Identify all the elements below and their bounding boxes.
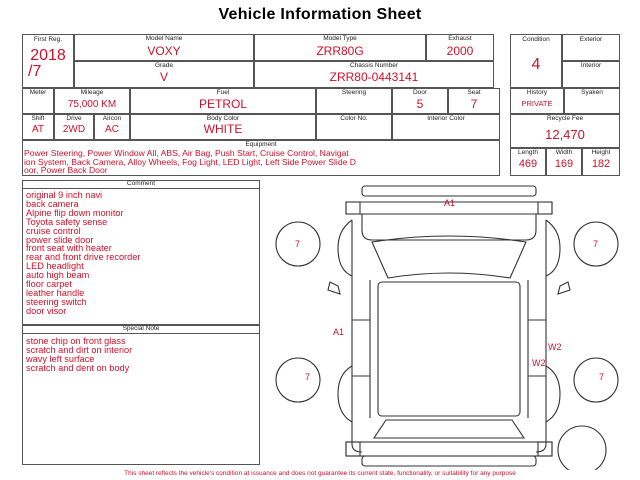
- comment-item: floor carpet: [26, 279, 72, 290]
- value-model-name: VOXY: [147, 44, 181, 58]
- label-meter: Meter: [29, 89, 47, 96]
- equipment-line: Power Steering, Power Window All, ABS, Air Bag, Push Start, Cruise Control, Navigat: [24, 148, 349, 158]
- diagram-front-right-bracket: [538, 202, 552, 214]
- value-first-reg-month: /7: [28, 63, 42, 80]
- value-width: 169: [554, 158, 574, 170]
- mark-front: A1: [444, 198, 456, 208]
- value-drive: 2WD: [62, 124, 86, 135]
- value-length: 469: [518, 158, 538, 170]
- spare-tire: [558, 426, 606, 470]
- special-note-item: scratch and dirt on interior: [26, 344, 133, 355]
- label-exhaust: Exhaust: [448, 35, 472, 42]
- tire-front-left-score: 7: [295, 239, 301, 249]
- diagram-front-left-bracket: [346, 202, 360, 214]
- label-comment: Comment: [126, 180, 156, 187]
- diagram-right-side: [536, 220, 546, 452]
- label-first-reg: First Reg.: [33, 36, 63, 43]
- comment-item: Alpine flip down monitor: [26, 207, 124, 218]
- label-history: History: [526, 89, 548, 96]
- equipment-line: ion System, Back Camera, Alloy Wheels, Fog Light, LED Light, Left Side Power Slide D: [24, 156, 356, 167]
- comment-item: power slide door: [26, 234, 94, 245]
- comment-item: cruise control: [26, 225, 81, 236]
- special-note-item: stone chip on front glass: [26, 336, 126, 346]
- diagram-front-bumper: [362, 186, 536, 196]
- value-door: 5: [416, 97, 424, 111]
- label-length: Length: [518, 149, 538, 156]
- comment-item: leather handle: [26, 287, 85, 298]
- comment-item: original 9 inch navi: [26, 190, 103, 200]
- label-fuel: Fuel: [216, 89, 230, 96]
- tire-rear-right: [574, 358, 618, 402]
- tire-rear-left-score: 7: [305, 372, 311, 382]
- label-interior-color: Interior Color: [427, 115, 465, 122]
- label-special-note: Special Note: [122, 325, 160, 332]
- value-body-color: WHITE: [203, 122, 243, 136]
- diagram-left-fender: [338, 220, 352, 276]
- value-grade: V: [159, 70, 168, 84]
- value-chassis-number: ZRR80-0443141: [329, 70, 419, 84]
- label-width: Width: [555, 149, 573, 156]
- tire-rear-left: [276, 358, 320, 402]
- label-recycle-fee: Recycle Fee: [546, 115, 584, 122]
- diagram-windshield: [372, 236, 526, 278]
- diagram-rear-bumper-frame: [346, 442, 552, 456]
- sheet-title: Vehicle Information Sheet: [218, 6, 422, 23]
- label-condition: Condition: [522, 36, 550, 43]
- value-condition: 4: [531, 56, 541, 73]
- special-note-list: [26, 337, 258, 373]
- disclaimer-footer: This sheet reflects the vehicle's condition at issuance and does not guarantee its current state, functionality, or suitability for any purpose: [124, 470, 516, 477]
- diagram-roof: [378, 282, 520, 416]
- special-note-item: scratch and dent on body: [26, 362, 130, 373]
- label-seat: Seat: [467, 89, 481, 96]
- value-model-type: ZRR80G: [316, 44, 364, 58]
- comment-item: auto high beam: [26, 270, 90, 281]
- value-seat: 7: [470, 97, 478, 111]
- comment-item: front seat with heater: [26, 243, 112, 254]
- value-shift: AT: [31, 124, 45, 135]
- label-mileage: Mileage: [80, 89, 104, 96]
- label-grade: Grade: [154, 62, 174, 69]
- comment-item: rear and front drive recorder: [26, 252, 141, 263]
- special-note-item: wavy left surface: [26, 353, 95, 364]
- diagram-left-side: [352, 220, 362, 452]
- value-recycle-fee: 12,470: [545, 127, 585, 142]
- diagram-left-mirror: [328, 282, 340, 294]
- value-height: 182: [591, 158, 611, 170]
- label-exterior: Exterior: [579, 36, 603, 43]
- label-aircon: Aircon: [102, 115, 122, 122]
- diagram-right-fender: [546, 220, 560, 276]
- value-history: PRIVATE: [521, 99, 553, 108]
- car-condition-diagram: [262, 180, 632, 470]
- tire-rear-right-score: 7: [599, 372, 605, 382]
- label-body-color: Body Color: [206, 115, 240, 122]
- value-first-reg-year: 2018: [30, 47, 66, 64]
- label-model-type: Model Type: [323, 35, 357, 42]
- diagram-rear-bumper: [362, 456, 536, 466]
- comment-list: [26, 191, 258, 316]
- diagram-left-rear-fender: [338, 366, 352, 422]
- equipment-text: [24, 149, 500, 175]
- label-model-name: Model Name: [145, 35, 183, 42]
- label-shift: Shift: [31, 115, 45, 122]
- value-fuel: PETROL: [198, 97, 247, 111]
- diagram-right-mirror: [558, 282, 570, 294]
- mark-right-rear-upper: W2: [548, 342, 562, 352]
- label-door: Door: [412, 89, 428, 96]
- label-steering: Steering: [341, 89, 367, 96]
- label-interior: Interior: [580, 62, 602, 69]
- comment-item: door visor: [26, 305, 67, 316]
- label-height: Height: [591, 149, 611, 156]
- label-drive: Drive: [66, 115, 82, 122]
- label-chassis-number: Chassis Number: [349, 62, 399, 69]
- tire-front-right-score: 7: [593, 239, 599, 249]
- comment-item: LED headlight: [26, 261, 84, 272]
- equipment-line: oor, Power Back Door: [24, 165, 108, 175]
- mark-right-rear-lower: W2: [532, 358, 546, 368]
- value-exhaust: 2000: [446, 44, 474, 58]
- comment-item: steering switch: [26, 296, 87, 307]
- diagram-right-rear-fender: [546, 366, 560, 422]
- label-equipment: Equipment: [245, 141, 277, 148]
- comment-item: back camera: [26, 198, 79, 209]
- mark-left-side: A1: [333, 327, 345, 337]
- label-syaken: Syaken: [581, 89, 603, 96]
- value-mileage: 75,000 KM: [67, 99, 117, 110]
- label-color-no: Color No.: [340, 115, 368, 122]
- diagram-rear-window: [374, 420, 524, 438]
- value-aircon: AC: [105, 124, 119, 135]
- comment-item: Toyota safety sense: [26, 216, 108, 227]
